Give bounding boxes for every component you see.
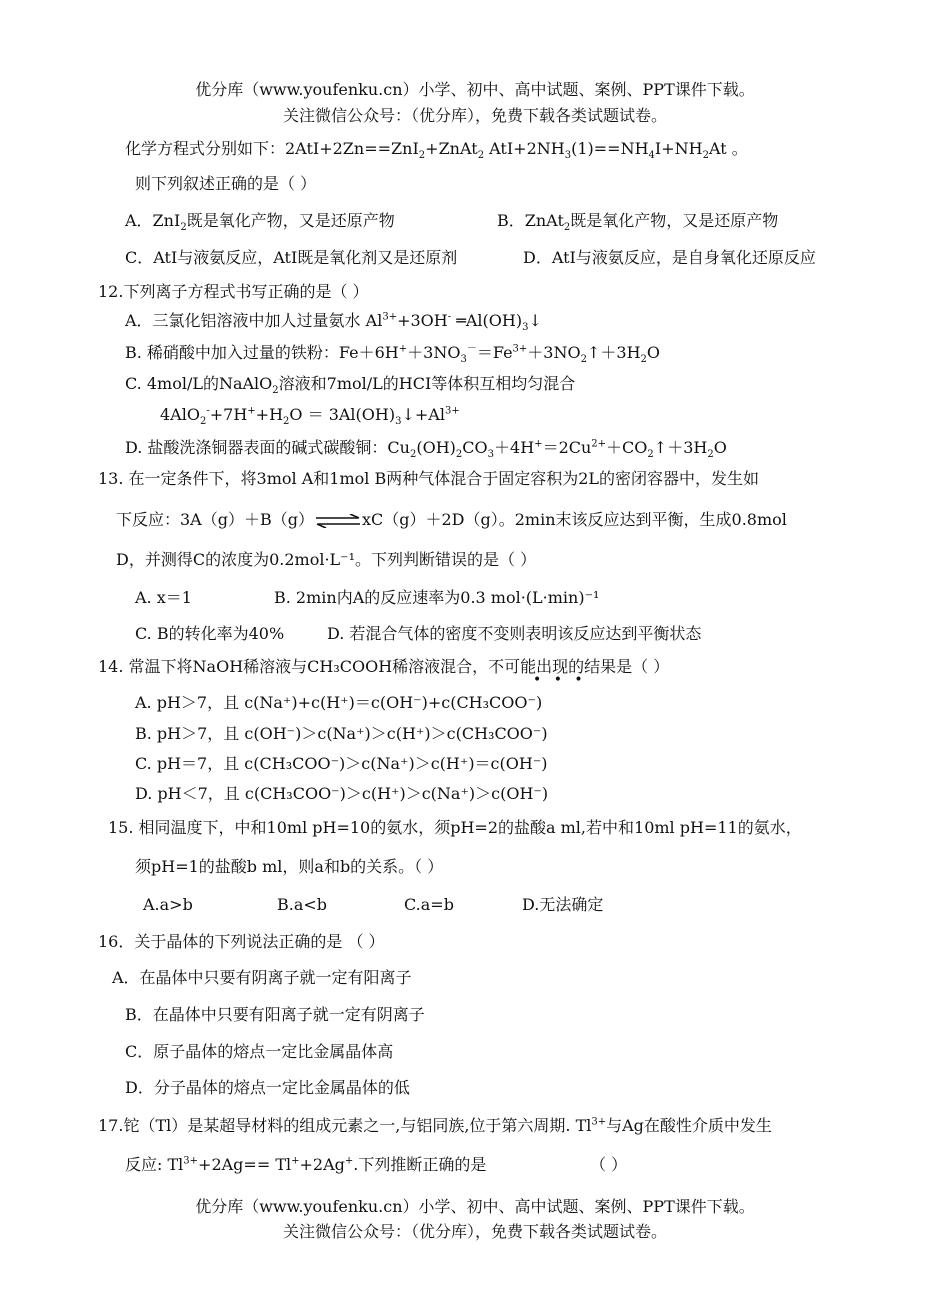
q12-option-b: B. 稀硝酸中加入过量的铁粉：$Fe+6H^++3NO_3^-=Fe^{3+}+3NO_2↑+3H_2O$ (125, 343, 661, 366)
q15-line-2: 须pH=1的盐酸b ml，则a和b的关系。（ ） (135, 857, 444, 876)
q14-option-c: C. pH＝7，且 c(CH₃COO⁻)＞c(Na⁺)＞c(H⁺)＝c(OH⁻) (135, 754, 548, 773)
q11-stem: 则下列叙述正确的是（ ） (135, 174, 317, 193)
q16-option-b: B．在晶体中只要有阳离子就一定有阴离子 (125, 1005, 425, 1024)
q11-equation: 化学方程式分别如下：2AtI+2Zn==ZnI$_2$+ZnAt$_2$ $AtI+2NH_3(1)==NH_4I+NH_2At$ 。 (125, 139, 748, 162)
q17-line-1: 17.铊（Tl）是某超导材料的组成元素之一,与铝同族,位于第六周期. $Tl^{3+}$与Ag在酸性介质中发生 (98, 1116, 772, 1135)
q13-line-1: 13. 在一定条件下，将3mol A和1mol B两种气体混合于固定容积为2L的密闭容器中，发生如 (98, 469, 760, 488)
q13-option-b: B. 2min内A的反应速率为0.3 mol·(L·min)⁻¹ (274, 588, 600, 607)
q13-line-3: D，并测得C的浓度为0.2mol·L⁻¹。下列判断错误的是（ ） (116, 550, 537, 569)
q13-option-a: A. x＝1 (135, 588, 192, 607)
q15-option-b: B.a<b (277, 895, 328, 914)
q13-option-c: C. B的转化率为40% (135, 624, 285, 643)
q15-option-d: D.无法确定 (522, 895, 604, 914)
q12-option-a: A．三氯化铝溶液中加人过量氨水 $Al^{3+}+3OH^-$ $═Al(OH)_3↓$ (125, 311, 542, 334)
q12-stem: 12.下列离子方程式书写正确的是（ ） (98, 282, 369, 301)
q16-option-a: A．在晶体中只要有阴离子就一定有阳离子 (112, 968, 412, 987)
q16-option-c: C．原子晶体的熔点一定比金属晶体高 (125, 1042, 394, 1061)
q14-option-a: A. pH＞7，且 c(Na⁺)+c(H⁺)＝c(OH⁻)+c(CH₃COO⁻) (135, 693, 543, 712)
q15-line-1: 15. 相同温度下，中和10ml pH=10的氨水，须pH=2的盐酸a ml,若中和10ml pH=11的氨水， (108, 818, 802, 837)
equilibrium-arrow-icon (314, 514, 362, 528)
q14-option-d: D. pH＜7，且 c(CH₃COO⁻)＞c(H⁺)＞c(Na⁺)＞c(OH⁻) (135, 784, 549, 803)
q12-option-c: C. 4mol/L的NaAlO$_2$溶液和7mol/L的HCI等体积互相均匀混合 (125, 374, 576, 397)
q14-stem: 14. 常温下将NaOH稀溶液与CH₃COOH稀溶液混合，不可能出现的结果是（ ） (98, 657, 670, 676)
header-line-1: 优分库（www.youfenku.cn）小学、初中、高中试题、案例、PPT课件下载。 (195, 80, 755, 99)
q17-answer-paren: （ ） (590, 1155, 628, 1174)
q17-line-2: 反应: $Tl^{3+}+2Ag== Tl^++2Ag^+$.下列推断正确的是 (125, 1155, 487, 1174)
footer-line-2: 关注微信公众号：（优分库），免费下载各类试题试卷。 (282, 1222, 667, 1241)
emphasis-dots: • • • (533, 672, 587, 688)
q13-option-d: D. 若混合气体的密度不变则表明该反应达到平衡状态 (327, 624, 702, 643)
q13-line-2: 下反应：3A（g）＋B（g） xC（g）＋2D（g）。2min末该反应达到平衡，生成0.8mol (116, 510, 787, 529)
q16-stem: 16．关于晶体的下列说法正确的是 （ ） (98, 932, 385, 951)
q11-option-b: B．ZnAt$_2$既是氧化产物，又是还原产物 (497, 211, 779, 234)
q11-option-a: A．ZnI$_2$既是氧化产物，又是还原产物 (125, 211, 395, 234)
q12-option-c-equation: $4AlO_2^-+7H^++H_2O$ ＝ $3Al(OH)_3↓+Al^{3+}$ (160, 405, 460, 428)
q15-option-c: C.a=b (404, 895, 454, 914)
q16-option-d: D．分子晶体的熔点一定比金属晶体的低 (125, 1078, 410, 1097)
q15-option-a: A.a>b (143, 895, 193, 914)
q14-option-b: B. pH＞7，且 c(OH⁻)＞c(Na⁺)＞c(H⁺)＞c(CH₃COO⁻) (135, 724, 548, 743)
q11-option-c: C．AtI与液氨反应，AtI既是氧化剂又是还原剂 (125, 248, 458, 267)
q12-option-d: D. 盐酸洗涤铜器表面的碱式碳酸铜：$Cu_2(OH)_2CO_3+4H^+=2Cu^{2+}+CO_2↑+3H_2O$ (125, 438, 727, 461)
footer-line-1: 优分库（www.youfenku.cn）小学、初中、高中试题、案例、PPT课件下载。 (195, 1197, 755, 1216)
q11-option-d: D．AtI与液氨反应，是自身氧化还原反应 (523, 248, 816, 267)
header-line-2: 关注微信公众号：（优分库），免费下载各类试题试卷。 (282, 106, 667, 125)
